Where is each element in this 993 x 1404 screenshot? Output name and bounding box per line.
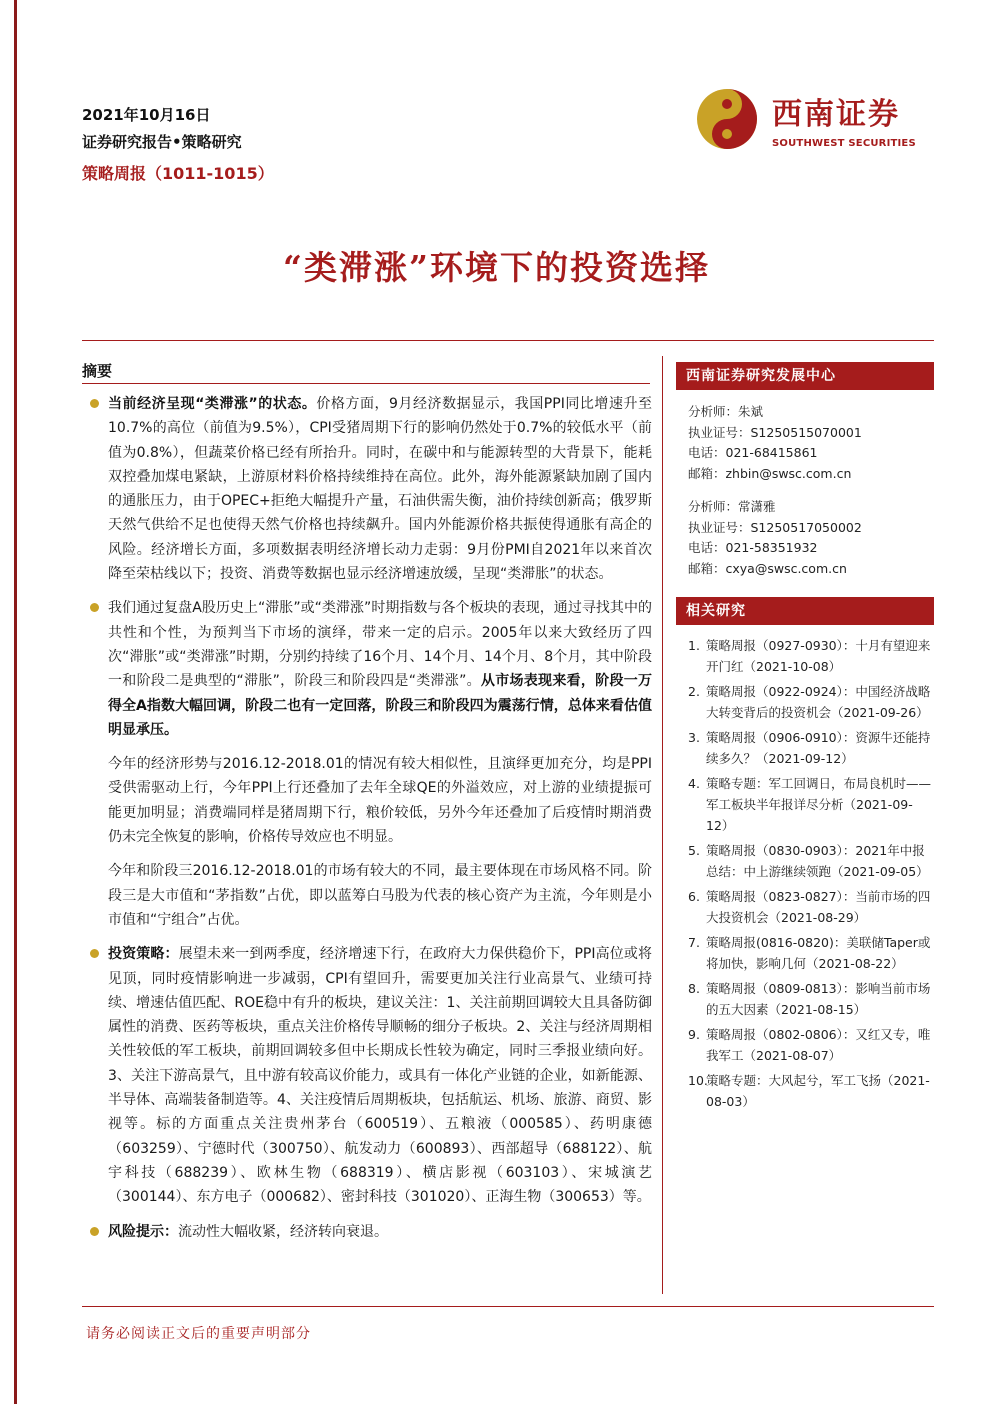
summary-divider (82, 383, 650, 384)
related-item[interactable]: 2. 策略周报（0922-0924）：中国经济战略大转变背后的投资机会（2021-09-26） (688, 684, 931, 720)
summary-body (86, 392, 652, 1254)
summary-bullet (86, 596, 652, 742)
related-research-header: 相关研究 (676, 597, 934, 625)
bullet-dot-icon (90, 603, 99, 612)
summary-bullet (86, 1220, 652, 1244)
related-item[interactable]: 1. 策略周报（0927-0930）：十月有望迎来开门红（2021-10-08） (688, 638, 931, 674)
analyst-phone: 电话：021-58351932 (688, 540, 818, 555)
bullet-dot-icon (90, 399, 99, 408)
analyst-name: 分析师：朱斌 (688, 404, 764, 419)
analyst-email[interactable]: 邮箱：zhbin@swsc.com.cn (688, 465, 852, 481)
bullet-lead: 风险提示： (108, 1223, 178, 1240)
report-title: “类滞涨”环境下的投资选择 (283, 248, 710, 287)
summary-bullet (86, 942, 652, 1209)
summary-paragraph: 今年的经济形势与2016.12-2018.01的情况有较大相似性，且演绎更加充分，均是PPI受供需驱动上行，今年PPI上行还叠加了去年全球QE的外溢效应，对上游的业绩提振可能更加明显；消费端同样是猪周期下行，粮价较低，另外今年还叠加了后疫情时期消费仍未完全恢复的影响，价格传导效应也不明显。 (108, 756, 652, 846)
analyst-phone: 电话：021-68415861 (688, 445, 818, 460)
related-item[interactable]: 7. 策略周报(0816-0820)：美联储Taper或将加快，影响几何（2021-08-22） (688, 935, 931, 971)
logo-mark-icon (694, 86, 760, 152)
bullet-bold-text: 从市场表现来看，阶段一万得全A指数大幅回调，阶段二也有一定回落，阶段三和阶段四为震荡行情，总体来看估值明显承压。 (108, 673, 653, 738)
analyst-cert: 执业证号：S1250515070001 (688, 424, 862, 440)
analyst-cert: 执业证号：S1250517050002 (688, 519, 862, 535)
sidebar (676, 362, 934, 1116)
related-item[interactable]: 4. 策略专题：军工回调日，布局良机时——军工板块半年报详尽分析（2021-09-12） (688, 776, 932, 833)
bullet-dot-icon (90, 949, 99, 958)
related-item[interactable]: 9. 策略周报（0802-0806）：又红又专，唯我军工（2021-08-07） (688, 1027, 931, 1063)
report-header (82, 104, 274, 185)
bullet-dot-icon (90, 1227, 99, 1236)
related-item[interactable]: 10. 策略专题：大风起兮，军工飞扬（2021-08-03） (688, 1073, 930, 1109)
research-center-header: 西南证券研究发展中心 (676, 362, 934, 390)
analyst-name: 分析师：常潇雅 (688, 499, 776, 514)
summary-heading: 摘要 (82, 362, 113, 380)
footer-disclaimer: 请务必阅读正文后的重要声明部分 (86, 1326, 311, 1342)
footer-divider (82, 1306, 934, 1307)
report-date: 2021年10月16日 (82, 106, 211, 124)
logo-name-cn: 西南证券 (772, 97, 900, 132)
related-research (676, 597, 934, 1112)
related-list (676, 635, 934, 1112)
left-margin-bar (14, 0, 17, 1404)
related-item[interactable]: 5. 策略周报（0830-0903）：2021年中报总结：中上游继续领跑（2021-09-05） (688, 843, 929, 879)
bullet-lead: 当前经济呈现“类滞涨”的状态。 (108, 396, 317, 412)
logo-name-en: SOUTHWEST SECURITIES (772, 138, 916, 149)
bullet-text: 流动性大幅收紧，经济转向衰退。 (178, 1223, 388, 1240)
related-item[interactable]: 3. 策略周报（0906-0910）：资源牛还能持续多久？（2021-09-12） (688, 730, 931, 766)
analyst-email[interactable]: 邮箱：cxya@swsc.com.cn (688, 560, 847, 576)
bullet-text: 价格方面，9月经济数据显示，我国PPI同比增速升至10.7%的高位（前值为9.5%），CPI受猪周期下行的影响仍然处于0.7%的较低水平（前值为0.8%），但蔬菜价格已经有所抬升。同时，在碳中和与能源转型的大背景下，能耗双控叠加煤电紧缺，上游原材料价格持续维持在高位。此外，海外能源紧缺加剧了国内的通胀压力，由于OPEC+拒绝大幅提升产量，石油供需失衡，油价持续创新高；俄罗斯天然气供给不足也使得天然气价格也持续飙升。国内外能源价格共振使得通胀有高企的风险。经济增长方面，多项数据表明经济增长动力走弱：9月份PMI自2021年以来首次降至荣枯线以下；投资、消费等数据也显示经济增速放缓，呈现“类滞胀”的状态。 (108, 396, 653, 583)
analyst-info (676, 402, 934, 579)
summary-paragraph: 今年和阶段三2016.12-2018.01的市场有较大的不同，最主要体现在市场风格不同。阶段三是大市值和“茅指数”占优，即以蓝筹白马股为代表的核心资产为主流，今年则是小市值和“宁组合”占优。 (108, 863, 652, 928)
related-item[interactable]: 6. 策略周报（0823-0827）：当前市场的四大投资机会（2021-08-29） (688, 889, 931, 925)
related-item[interactable]: 8. 策略周报（0809-0813）：影响当前市场的五大因素（2021-08-15） (688, 981, 931, 1017)
column-divider (662, 356, 663, 1294)
bullet-lead: 投资策略： (108, 946, 179, 963)
bullet-text: 我们通过复盘A股历史上“滞胀”或“类滞涨”时期指数与各个板块的表现，通过寻找其中的共性和个性，为预判当下市场的演绎，带来一定的启示。2005年以来大致经历了四次“滞胀”或“类滞涨”时期，分别约持续了16个月、14个月、14个月、8个月，其中阶段一和阶段二是典型的“滞胀”，阶段三和阶段四是“类滞涨”。 (108, 600, 652, 690)
header-divider (82, 340, 934, 341)
summary-bullet (86, 392, 652, 586)
bullet-text: 展望未来一到两季度，经济增速下行，在政府大力保供稳价下，PPI高位或将见顶，同时疫情影响进一步减弱，CPI有望回升，需要更加关注行业高景气、业绩可持续、增速估值匹配、ROE稳中有升的板块，建议关注：1、关注前期回调较大且具备防御属性的消费、医药等板块，重点关注价格传导顺畅的细分子板块。2、关注与经济周期相关性较低的军工板块，前期回调较多但中长期成长性较为确定，同时三季报业绩向好。3、关注下游高景气，且中游有较高议价能力，或具有一体化产业链的企业，如新能源、半导体、高端装备制造等。4、关注疫情后周期板块，包括航运、机场、旅游、商贸、影视等。标的方面重点关注贵州茅台（600519）、五粮液（000585）、药明康德（603259）、宁德时代（300750）、航发动力（600893）、西部超导（688122）、航宇科技（688239）、欧林生物（688319）、横店影视（603103）、宋城演艺（300144）、东方电子（000682）、密封科技（301020）、正海生物（300653）等。 (108, 946, 653, 1206)
report-type: 策略周报（1011-1015） (82, 164, 274, 183)
report-category: 证券研究报告•策略研究 (82, 133, 242, 151)
company-logo (694, 86, 934, 152)
